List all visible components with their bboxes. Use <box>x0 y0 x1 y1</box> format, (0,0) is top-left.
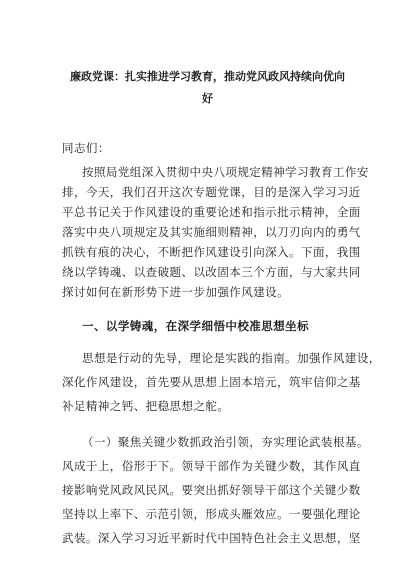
salutation: 同志们： <box>62 141 110 155</box>
section-1-heading: 一、以学铸魂，在深学细悟中校准思想坐标 <box>82 319 310 333</box>
paragraph-1-line-3: 平总书记关于作风建设的重要论述和指示批示精神，全面 <box>62 205 361 219</box>
paragraph-2-line-2: 深化作风建设，首先要从思想上固本培元，筑牢信仰之基 <box>62 375 361 389</box>
document-title-line-2: 好 <box>202 92 213 105</box>
paragraph-3-line-3: 接影响党风政风民风。要突出抓好领导干部这个关键少数 <box>62 483 361 497</box>
paragraph-1-line-2: 排，今天，我们召开这次专题党课，目的是深入学习习近 <box>62 185 361 199</box>
paragraph-1-line-7: 探讨如何在新形势下进一步加强作风建设。 <box>62 285 290 299</box>
paragraph-1-line-4: 落实中央八项规定及其实施细则精神，以刀刃向内的勇气 <box>62 225 361 239</box>
paragraph-1-line-1: 按照局党组深入贯彻中央八项规定精神学习教育工作安 <box>82 165 369 179</box>
paragraph-3-line-1: （一）聚焦关键少数抓政治引领，夯实理论武装根基。 <box>82 435 369 449</box>
paragraph-3-line-2: 风成于上，俗形于下。领导干部作为关键少数，其作风直 <box>62 459 361 473</box>
paragraph-1-line-5: 抓铁有痕的决心，不断把作风建设引向深入。下面，我围 <box>62 245 361 259</box>
paragraph-1-line-6: 绕以学铸魂、以查破题、以改固本三个方面，与大家共同 <box>62 265 361 279</box>
paragraph-3-line-5: 武装。深入学习习近平新时代中国特色社会主义思想，坚 <box>62 531 361 545</box>
paragraph-2-line-3: 补足精神之钙、把稳思想之舵。 <box>62 399 230 413</box>
paragraph-3-line-4: 坚持以上率下、示范引领，形成头雁效应。一要强化理论 <box>62 507 361 521</box>
document-title-line-1: 廉政党课：扎实推进学习教育，推动党风政风持续向优向 <box>70 70 345 83</box>
paragraph-2-line-1: 思想是行动的先导，理论是实践的指南。加强作风建设， <box>82 351 381 365</box>
